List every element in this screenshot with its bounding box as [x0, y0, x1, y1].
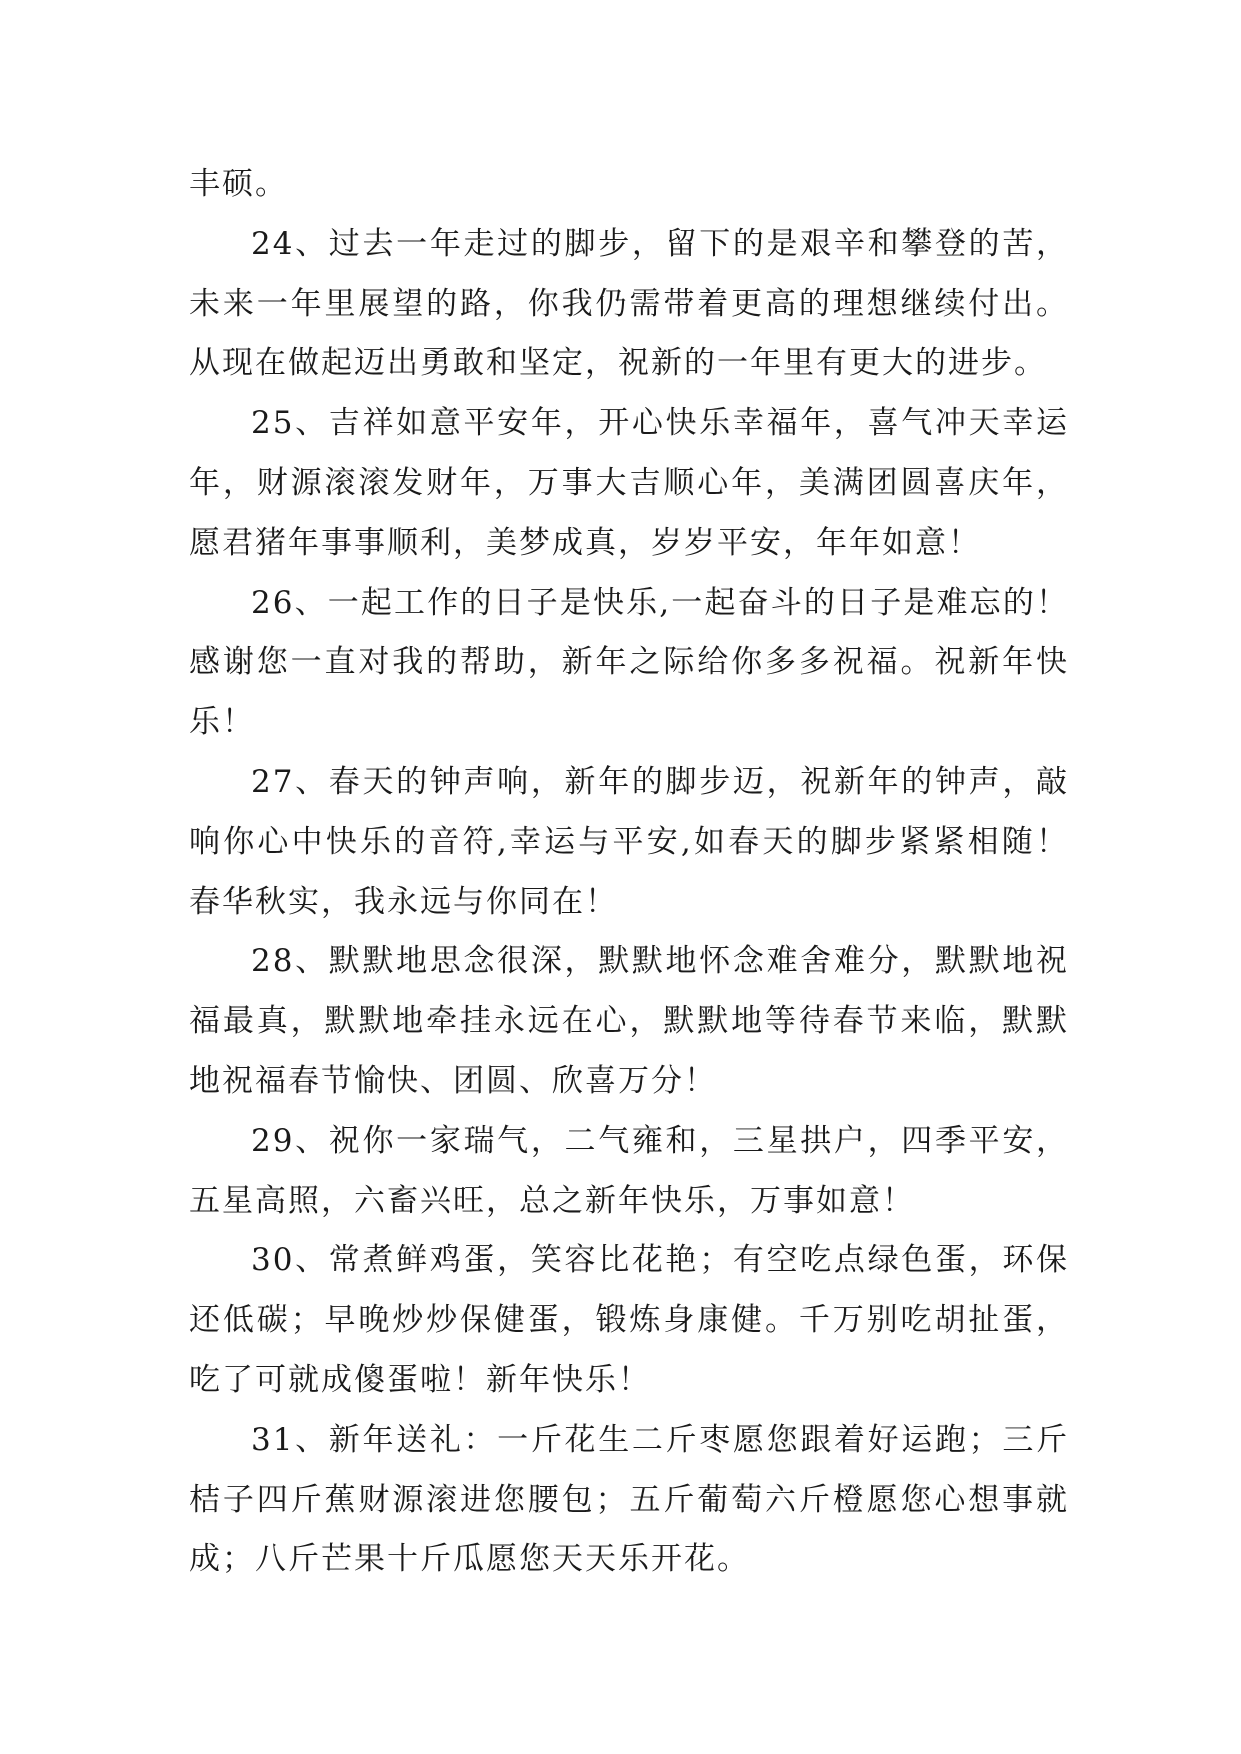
- document-body: [189, 155, 1069, 1590]
- paragraph-27: 27、春天的钟声响，新年的脚步迈，祝新年的钟声，敲响你心中快乐的音符,幸运与平安,如春天的脚步紧紧相随！春华秋实，我永远与你同在！: [189, 763, 1069, 920]
- paragraph-26: 26、一起工作的日子是快乐,一起奋斗的日子是难忘的！感谢您一直对我的帮助，新年之际给你多多祝福。祝新年快乐！: [189, 584, 1069, 741]
- paragraph-30: 30、常煮鲜鸡蛋，笑容比花艳；有空吃点绿色蛋，环保还低碳；早晚炒炒保健蛋，锻炼身康健。千万别吃胡扯蛋，吃了可就成傻蛋啦！新年快乐！: [189, 1242, 1069, 1398]
- paragraph-31: 31、新年送礼：一斤花生二斤枣愿您跟着好运跑；三斤桔子四斤蕉财源滚进您腰包；五斤葡萄六斤橙愿您心想事就成；八斤芒果十斤瓜愿您天天乐开花。: [189, 1421, 1069, 1578]
- paragraph-29: 29、祝你一家瑞气，二气雍和，三星拱户，四季平安，五星高照，六畜兴旺，总之新年快乐，万事如意！: [189, 1122, 1069, 1219]
- paragraph-25: 25、吉祥如意平安年，开心快乐幸福年，喜气冲天幸运年，财源滚滚发财年，万事大吉顺心年，美满团圆喜庆年，愿君猪年事事顺利，美梦成真，岁岁平安，年年如意！: [189, 405, 1069, 561]
- paragraph-continuation: 丰硕。: [189, 166, 288, 202]
- paragraph-24: 24、过去一年走过的脚步，留下的是艰辛和攀登的苦，未来一年里展望的路，你我仍需带着更高的理想继续付出。从现在做起迈出勇敢和坚定，祝新的一年里有更大的进步。: [189, 225, 1069, 382]
- paragraph-28: 28、默默地思念很深，默默地怀念难舍难分，默默地祝福最真，默默地牵挂永远在心，默默地等待春节来临，默默地祝福春节愉快、团圆、欣喜万分！: [189, 943, 1069, 1099]
